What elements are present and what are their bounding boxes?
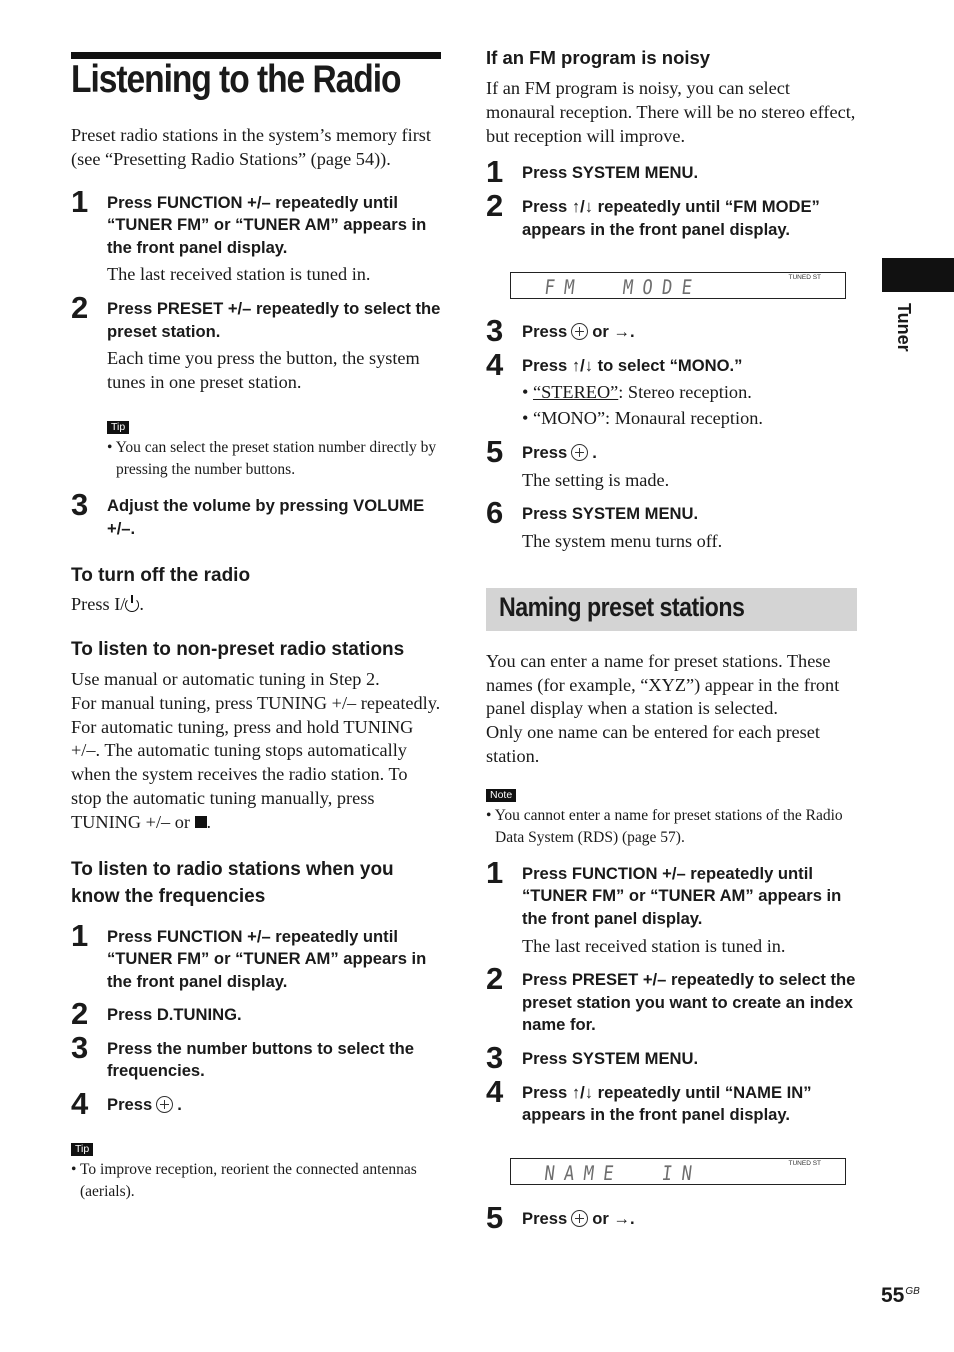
section-title: Naming preset stations — [499, 591, 745, 622]
stereo-desc: : Stereo reception. — [618, 382, 752, 403]
step-number: 1 — [71, 183, 89, 219]
step-2 — [71, 290, 441, 395]
power-symbol-text: I/ — [114, 594, 126, 615]
page-number — [881, 1284, 920, 1308]
fm-step-4 — [486, 346, 858, 431]
name-step-4 — [486, 1073, 858, 1127]
front-panel-display-name-in — [510, 1158, 846, 1185]
step-number: 5 — [486, 1199, 504, 1235]
name-step-5 — [486, 1199, 858, 1235]
freq-step-2 — [71, 996, 441, 1032]
fm-noisy-heading: If an FM program is noisy — [486, 47, 711, 68]
fm-step-2 — [486, 187, 858, 241]
frequency-heading: To listen to radio stations when you know the frequencies — [71, 858, 394, 907]
note-label: Note — [486, 789, 516, 802]
freq-step-1 — [71, 917, 441, 994]
bullet-stereo: • “STEREO”: Stereo reception. — [522, 382, 752, 403]
step-number: 1 — [71, 917, 89, 953]
step-1 — [71, 183, 441, 288]
step-text — [522, 321, 858, 344]
enter-button-icon — [156, 1096, 173, 1113]
name-step-2 — [486, 961, 858, 1037]
bullet-mono: • “MONO”: Monaural reception. — [522, 408, 763, 429]
step-number: 3 — [71, 1029, 89, 1065]
turn-off-text: Press I/ . — [71, 594, 144, 615]
step-result: The last received station is tuned in. — [107, 264, 371, 285]
step-3 — [71, 486, 441, 540]
step-text: Adjust the volume by pressing VOLUME +/–. — [107, 495, 425, 538]
nonpreset-heading: To listen to non-preset radio stations — [71, 638, 405, 660]
step-text: Press PRESET +/– repeatedly to select the preset station you want to create an index name for. — [522, 970, 856, 1035]
left-column — [71, 124, 441, 1203]
step-number: 3 — [486, 1040, 504, 1076]
step-number: 3 — [71, 486, 89, 522]
step-text: Press FUNCTION +/– repeatedly until “TUNER FM” or “TUNER AM” appears in the front panel display. — [522, 863, 842, 928]
naming-paragraph-1: You can enter a name for preset stations. These names (for example, “XYZ”) appear in the front panel display when a station is selected. — [486, 650, 840, 719]
step-text: Press PRESET +/– repeatedly to select the preset station. — [107, 299, 441, 341]
step-result: The last received station is tuned in. — [522, 935, 786, 956]
step-number: 1 — [486, 154, 504, 190]
step-number: 5 — [486, 433, 504, 469]
freq-step-4 — [71, 1086, 441, 1122]
step-text: Press FUNCTION +/– repeatedly until “TUNER FM” or “TUNER AM” appears in the front panel display. — [107, 192, 427, 257]
tip-label: Tip — [107, 421, 129, 434]
name-step-3 — [486, 1040, 858, 1076]
tuned-indicator: TUNED ST — [788, 1159, 821, 1167]
step-number: 6 — [486, 495, 504, 531]
chapter-tab — [882, 258, 954, 292]
note-box — [486, 785, 858, 849]
step-text: Press ↑/↓ repeatedly until “NAME IN” appears in the front panel display. — [522, 1082, 812, 1125]
step-text-press: Press — [522, 322, 568, 342]
right-column — [486, 44, 858, 1235]
enter-button-icon — [571, 444, 588, 461]
power-icon — [125, 598, 139, 612]
section-heading-bar — [486, 588, 857, 631]
step-text: Press FUNCTION +/– repeatedly until “TUNER FM” or “TUNER AM” appears in the front panel display. — [107, 926, 427, 991]
turn-off-heading: To turn off the radio — [71, 565, 251, 587]
step-text: Press the number buttons to select the frequencies. — [107, 1038, 415, 1081]
page-title: Listening to the Radio — [71, 58, 401, 101]
fm-step-6 — [486, 495, 858, 553]
fm-step-3 — [486, 313, 858, 349]
chapter-label: Tuner — [894, 303, 914, 352]
naming-paragraph-2: Only one name can be entered for each preset station. — [486, 722, 820, 766]
step-number: 2 — [486, 961, 504, 997]
step-text-press: Press — [522, 442, 568, 462]
step-text: Press D.TUNING. — [107, 1005, 242, 1025]
step-text: Press . — [107, 1095, 182, 1115]
display-text: FM MODE — [543, 275, 703, 300]
step-result: The setting is made. — [522, 469, 670, 490]
step-text-or: or →. — [592, 1208, 635, 1228]
step-text: Press SYSTEM MENU. — [522, 1049, 699, 1069]
nonpreset-p2: For manual tuning, press TUNING +/– repeatedly. — [71, 692, 441, 713]
step-text: Press ↑/↓ to select “MONO.” — [522, 355, 743, 375]
tip-box — [71, 417, 441, 481]
step-text — [522, 442, 858, 465]
step-text-end: . — [592, 442, 597, 462]
nonpreset-p1: Use manual or automatic tuning in Step 2. — [71, 668, 380, 689]
step-number: 2 — [71, 996, 89, 1032]
fm-intro: If an FM program is noisy, you can select monaural reception. There will be no stereo effect, but reception will improve. — [486, 78, 856, 146]
stereo-link[interactable]: “STEREO” — [532, 382, 619, 403]
stop-icon — [195, 816, 207, 828]
display-text: NAME IN — [543, 1160, 703, 1185]
step-text: Press SYSTEM MENU. — [522, 504, 699, 524]
freq-step-3 — [71, 1029, 441, 1083]
step-result: The system menu turns off. — [522, 530, 723, 551]
step-text: Press SYSTEM MENU. — [522, 163, 699, 183]
intro-paragraph: Preset radio stations in the system’s memory first (see “Presetting Radio Stations” (page 54)). — [71, 125, 431, 169]
tip-text: • To improve reception, reorient the connected antennas (aerials). — [71, 1160, 417, 1200]
fm-step-5 — [486, 433, 858, 492]
step-text — [522, 1208, 858, 1231]
step-number: 3 — [486, 313, 504, 349]
step-number: 4 — [486, 1073, 504, 1109]
tip-label: Tip — [71, 1143, 93, 1156]
nonpreset-p3-text: For automatic tuning, press and hold TUNING +/–. The automatic tuning stops automatically when the system receives the radio station. To stop the automatic tuning manually, press TUNING +/– or — [71, 716, 414, 832]
step-number: 2 — [71, 290, 89, 326]
tip-text: • You can select the preset station number directly by pressing the number buttons. — [107, 438, 437, 478]
step-text-press: Press — [522, 1208, 568, 1228]
step-result: Each time you press the button, the system tunes in one preset station. — [107, 348, 420, 393]
front-panel-display-fm-mode — [510, 272, 846, 299]
step-text-press: Press — [107, 1095, 153, 1115]
page-suffix: GB — [905, 1286, 920, 1297]
enter-button-icon — [571, 1210, 588, 1227]
name-step-1 — [486, 854, 858, 959]
page-number-value: 55 — [881, 1284, 905, 1307]
nonpreset-p3: For automatic tuning, press and hold TUNING +/–. The automatic tuning stops automatically when the system receives the radio station. To stop the automatic tuning manually, press TUNING +/– or . — [71, 716, 414, 832]
tip-box-2 — [71, 1139, 441, 1203]
tuned-indicator: TUNED ST — [788, 274, 821, 282]
step-number: 1 — [486, 854, 504, 890]
note-text: • You cannot enter a name for preset stations of the Radio Data System (RDS) (page 57). — [486, 806, 843, 846]
turn-off-prefix: Press — [71, 594, 110, 615]
fm-step-1 — [486, 154, 858, 190]
step-number: 4 — [486, 346, 504, 382]
step-number: 4 — [71, 1086, 89, 1122]
step-text: Press ↑/↓ repeatedly until “FM MODE” appears in the front panel display. — [522, 196, 820, 239]
enter-button-icon — [571, 323, 588, 340]
step-text-or: or →. — [592, 322, 635, 342]
step-number: 2 — [486, 187, 504, 223]
